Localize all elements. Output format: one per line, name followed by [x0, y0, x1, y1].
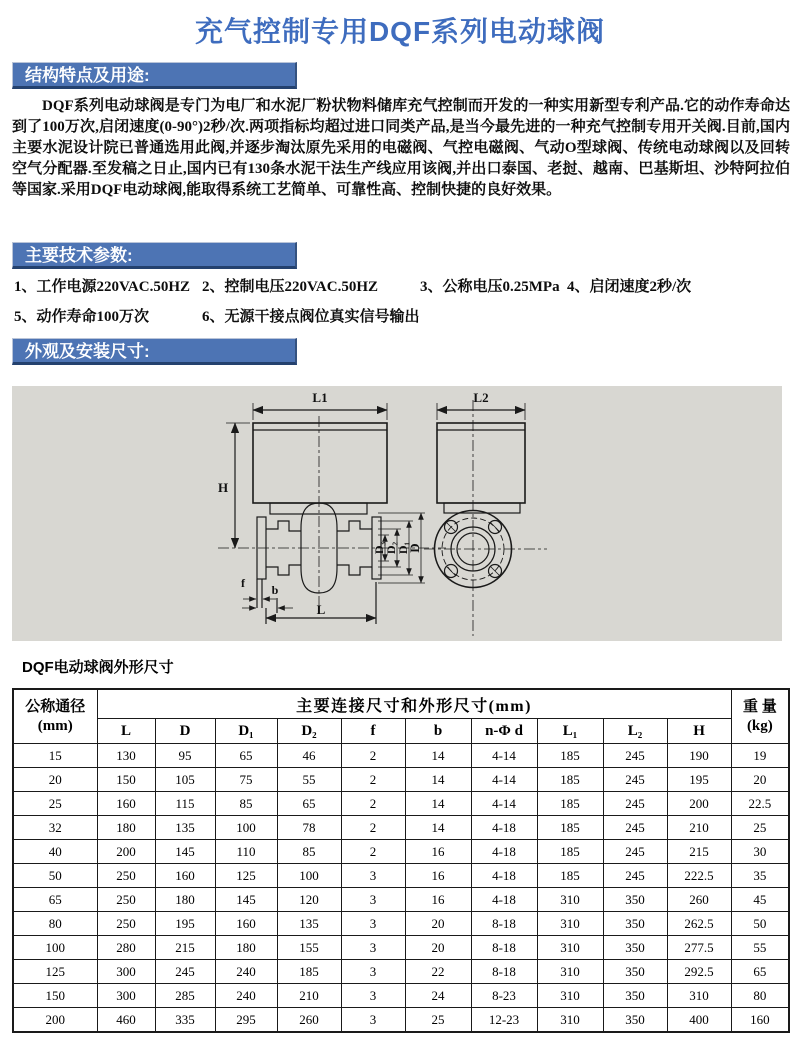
- table-cell: 22.5: [731, 792, 789, 816]
- table-cell: 85: [277, 840, 341, 864]
- table-cell: 3: [341, 960, 405, 984]
- table-row: [13, 1008, 789, 1033]
- table-cell: 180: [215, 936, 277, 960]
- dim-label-f: f: [241, 576, 245, 590]
- table-caption: DQF电动球阀外形尺寸: [22, 659, 174, 676]
- table-cell: 195: [667, 768, 731, 792]
- table-cell: 16: [405, 888, 471, 912]
- table-cell: 130: [97, 744, 155, 768]
- table-cell: 245: [603, 840, 667, 864]
- table-cell: 3: [341, 1008, 405, 1033]
- table-cell: 14: [405, 816, 471, 840]
- table-cell: 190: [667, 744, 731, 768]
- table-cell: 19: [731, 744, 789, 768]
- actuator-box-end: [437, 423, 525, 503]
- actuator-bracket-side: [270, 503, 367, 514]
- table-cell: 2: [341, 744, 405, 768]
- side-view: [218, 390, 446, 624]
- table-cell: 150: [13, 984, 97, 1008]
- column-header: L: [97, 719, 155, 744]
- table-cell: 8-18: [471, 960, 537, 984]
- dim-label-D: D: [407, 543, 422, 553]
- table-cell: 215: [155, 936, 215, 960]
- table-cell: 300: [97, 984, 155, 1008]
- table-cell: 400: [667, 1008, 731, 1033]
- table-cell: 15: [13, 744, 97, 768]
- table-cell: 310: [537, 888, 603, 912]
- table-cell: 125: [215, 864, 277, 888]
- table-cell: 350: [603, 936, 667, 960]
- table-cell: 2: [341, 792, 405, 816]
- table-cell: 75: [215, 768, 277, 792]
- table-cell: 160: [155, 864, 215, 888]
- table-cell: 145: [155, 840, 215, 864]
- table-row: [13, 840, 789, 864]
- table-cell: 285: [155, 984, 215, 1008]
- section-header-structure-label: 结构特点及用途:: [25, 66, 150, 85]
- table-cell: 32: [13, 816, 97, 840]
- table-cell: 2: [341, 840, 405, 864]
- table-cell: 100: [13, 936, 97, 960]
- table-cell: 100: [277, 864, 341, 888]
- table-cell: 460: [97, 1008, 155, 1033]
- table-cell: 335: [155, 1008, 215, 1033]
- dim-label-L2: L2: [473, 390, 489, 405]
- table-row: [13, 744, 789, 768]
- table-cell: 160: [97, 792, 155, 816]
- table-body: [13, 744, 789, 1033]
- column-header: D: [155, 719, 215, 744]
- table-cell: 350: [603, 912, 667, 936]
- table-cell: 125: [13, 960, 97, 984]
- table-cell: 245: [603, 792, 667, 816]
- table-cell: 105: [155, 768, 215, 792]
- table-row: [13, 936, 789, 960]
- table-cell: 20: [405, 936, 471, 960]
- table-cell: 200: [667, 792, 731, 816]
- table-cell: 350: [603, 960, 667, 984]
- table-cell: 350: [603, 1008, 667, 1033]
- table-cell: 20: [13, 768, 97, 792]
- table-cell: 4-14: [471, 768, 537, 792]
- section-header-structure: [12, 62, 297, 89]
- valve-drawing-svg: [12, 386, 782, 641]
- header-nominal-diameter-label: 公称通径: [25, 698, 86, 715]
- dim-label-L: L: [316, 602, 326, 617]
- table-cell: 80: [13, 912, 97, 936]
- table-cell: 135: [155, 816, 215, 840]
- table-cell: 14: [405, 768, 471, 792]
- table-row: [13, 912, 789, 936]
- table-cell: 3: [341, 984, 405, 1008]
- table-cell: 46: [277, 744, 341, 768]
- table-cell: 8-18: [471, 912, 537, 936]
- column-header: D₂: [277, 719, 341, 744]
- table-cell: 200: [13, 1008, 97, 1033]
- table-cell: 50: [731, 912, 789, 936]
- table-cell: 245: [155, 960, 215, 984]
- table-cell: 78: [277, 816, 341, 840]
- table-cell: 292.5: [667, 960, 731, 984]
- table-cell: 65: [13, 888, 97, 912]
- table-cell: 310: [537, 960, 603, 984]
- table-header-row-1: [13, 689, 789, 719]
- table-cell: 310: [537, 1008, 603, 1033]
- table-cell: 16: [405, 864, 471, 888]
- table-cell: 25: [731, 816, 789, 840]
- table-cell: 185: [537, 744, 603, 768]
- table-cell: 185: [537, 816, 603, 840]
- table-cell: 260: [277, 1008, 341, 1033]
- table-cell: 4-18: [471, 840, 537, 864]
- end-view: [424, 390, 547, 636]
- table-cell: 350: [603, 888, 667, 912]
- section-header-params-label: 主要技术参数:: [25, 246, 133, 265]
- header-weight: [731, 689, 789, 744]
- table-cell: 65: [277, 792, 341, 816]
- table-cell: 245: [603, 744, 667, 768]
- param-item-3: 3、公称电压0.25MPa: [420, 279, 560, 295]
- page-title: 充气控制专用DQF系列电动球阀: [194, 16, 606, 47]
- table-cell: 25: [405, 1008, 471, 1033]
- table-cell: 22: [405, 960, 471, 984]
- table-row: [13, 768, 789, 792]
- table-cell: 245: [603, 816, 667, 840]
- dim-label-L1: L1: [312, 390, 328, 405]
- section-header-dims: [12, 338, 297, 365]
- table-cell: 260: [667, 888, 731, 912]
- table-cell: 120: [277, 888, 341, 912]
- table-cell: 55: [277, 768, 341, 792]
- table-cell: 100: [215, 816, 277, 840]
- table-cell: 3: [341, 936, 405, 960]
- table-cell: 8-23: [471, 984, 537, 1008]
- table-cell: 2: [341, 816, 405, 840]
- table-cell: 280: [97, 936, 155, 960]
- table-cell: 185: [277, 960, 341, 984]
- table-cell: 180: [155, 888, 215, 912]
- table-cell: 2: [341, 768, 405, 792]
- table-cell: 277.5: [667, 936, 731, 960]
- table-cell: 25: [13, 792, 97, 816]
- table-cell: 310: [537, 912, 603, 936]
- dim-label-H: H: [217, 480, 229, 495]
- table-cell: 222.5: [667, 864, 731, 888]
- table-cell: 14: [405, 792, 471, 816]
- dim-label-D1: D₁: [396, 541, 410, 555]
- table-cell: 160: [731, 1008, 789, 1033]
- header-weight-unit: (kg): [746, 717, 773, 734]
- param-item-4: 4、启闭速度2秒/次: [567, 279, 692, 295]
- table-cell: 4-18: [471, 888, 537, 912]
- table-cell: 150: [97, 768, 155, 792]
- table-cell: 350: [603, 984, 667, 1008]
- header-weight-label: 重 量: [742, 698, 777, 715]
- table-row: [13, 792, 789, 816]
- param-item-2: 2、控制电压220VAC.50HZ: [202, 279, 378, 295]
- table-cell: 185: [537, 768, 603, 792]
- table-cell: 4-18: [471, 864, 537, 888]
- header-nominal-diameter: [13, 689, 97, 744]
- table-cell: 85: [215, 792, 277, 816]
- table-cell: 185: [537, 864, 603, 888]
- table-cell: 250: [97, 888, 155, 912]
- column-header: H: [667, 719, 731, 744]
- param-item-5: 5、动作寿命100万次: [14, 309, 150, 325]
- table-cell: 3: [341, 864, 405, 888]
- dim-label-D2: D₂: [384, 541, 398, 555]
- table-cell: 262.5: [667, 912, 731, 936]
- table-cell: 210: [277, 984, 341, 1008]
- table-cell: 110: [215, 840, 277, 864]
- table-cell: 20: [731, 768, 789, 792]
- param-item-6: 6、无源干接点阀位真实信号输出: [202, 309, 420, 325]
- table-cell: 295: [215, 1008, 277, 1033]
- table-cell: 185: [537, 792, 603, 816]
- table-cell: 3: [341, 888, 405, 912]
- table-cell: 250: [97, 912, 155, 936]
- valve-dimension-drawing: [12, 386, 782, 641]
- table-cell: 195: [155, 912, 215, 936]
- table-cell: 4-14: [471, 792, 537, 816]
- table-row: [13, 816, 789, 840]
- table-cell: 65: [731, 960, 789, 984]
- table-cell: 55: [731, 936, 789, 960]
- table-cell: 20: [405, 912, 471, 936]
- table-cell: 45: [731, 888, 789, 912]
- dim-label-D3: D₃: [372, 541, 386, 555]
- param-item-1: 1、工作电源220VAC.50HZ: [14, 279, 190, 295]
- table-row: [13, 864, 789, 888]
- table-row: [13, 984, 789, 1008]
- table-cell: 50: [13, 864, 97, 888]
- table-cell: 24: [405, 984, 471, 1008]
- actuator-box-side: [253, 423, 387, 503]
- column-header: f: [341, 719, 405, 744]
- table-cell: 30: [731, 840, 789, 864]
- table-row: [13, 960, 789, 984]
- header-nominal-diameter-unit: (mm): [37, 717, 73, 734]
- column-header: n-Φ d: [471, 719, 537, 744]
- section-header-dims-label: 外观及安装尺寸:: [25, 342, 150, 361]
- table-cell: 14: [405, 744, 471, 768]
- table-cell: 35: [731, 864, 789, 888]
- dimensions-table: [12, 688, 790, 1033]
- table-row: [13, 888, 789, 912]
- table-cell: 245: [603, 768, 667, 792]
- table-cell: 80: [731, 984, 789, 1008]
- table-cell: 16: [405, 840, 471, 864]
- table-cell: 215: [667, 840, 731, 864]
- table-cell: 115: [155, 792, 215, 816]
- table-cell: 160: [215, 912, 277, 936]
- table-cell: 4-18: [471, 816, 537, 840]
- structure-paragraph: DQF系列电动球阀是专门为电厂和水泥厂粉状物料储库充气控制而开发的一种实用新型专利产品.它的动作寿命达到了100万次,启闭速度(0-90°)2秒/次.两项指标均超过进口同类产品,是当今最先进的一种充气控制专用开关阀.目前,国内主要水泥设计院已普通选用此阀,并逐步淘汰原先采用的电磁阀、气控电磁阀、气动O型球阀、传统电动球阀以及回转空气分配器.至发稿之日止,国内已有130条水泥干法生产线应用该阀,并出口泰国、老挝、越南、巴基斯坦、沙特阿拉伯等国家.采用DQF电动球阀,能取得系统工艺简单、可靠性高、控制快捷的良好效果。: [12, 98, 790, 198]
- column-header: L₁: [537, 719, 603, 744]
- table-cell: 12-23: [471, 1008, 537, 1033]
- table-cell: 200: [97, 840, 155, 864]
- table-cell: 210: [667, 816, 731, 840]
- column-header: b: [405, 719, 471, 744]
- table-cell: 310: [537, 936, 603, 960]
- table-cell: 240: [215, 960, 277, 984]
- table-cell: 40: [13, 840, 97, 864]
- table-cell: 155: [277, 936, 341, 960]
- column-header: D₁: [215, 719, 277, 744]
- table-cell: 4-14: [471, 744, 537, 768]
- table-cell: 145: [215, 888, 277, 912]
- section-header-params: [12, 242, 297, 269]
- column-header: L₂: [603, 719, 667, 744]
- table-cell: 8-18: [471, 936, 537, 960]
- table-cell: 245: [603, 864, 667, 888]
- header-main-dimensions: 主要连接尺寸和外形尺寸(mm): [97, 689, 731, 719]
- table-cell: 3: [341, 912, 405, 936]
- table-cell: 180: [97, 816, 155, 840]
- table-cell: 135: [277, 912, 341, 936]
- table-cell: 240: [215, 984, 277, 1008]
- table-cell: 65: [215, 744, 277, 768]
- dim-header-row: [13, 719, 789, 744]
- table-cell: 95: [155, 744, 215, 768]
- table-cell: 250: [97, 864, 155, 888]
- table-cell: 310: [537, 984, 603, 1008]
- table-cell: 310: [667, 984, 731, 1008]
- table-cell: 185: [537, 840, 603, 864]
- dim-label-b: b: [271, 583, 279, 597]
- table-cell: 300: [97, 960, 155, 984]
